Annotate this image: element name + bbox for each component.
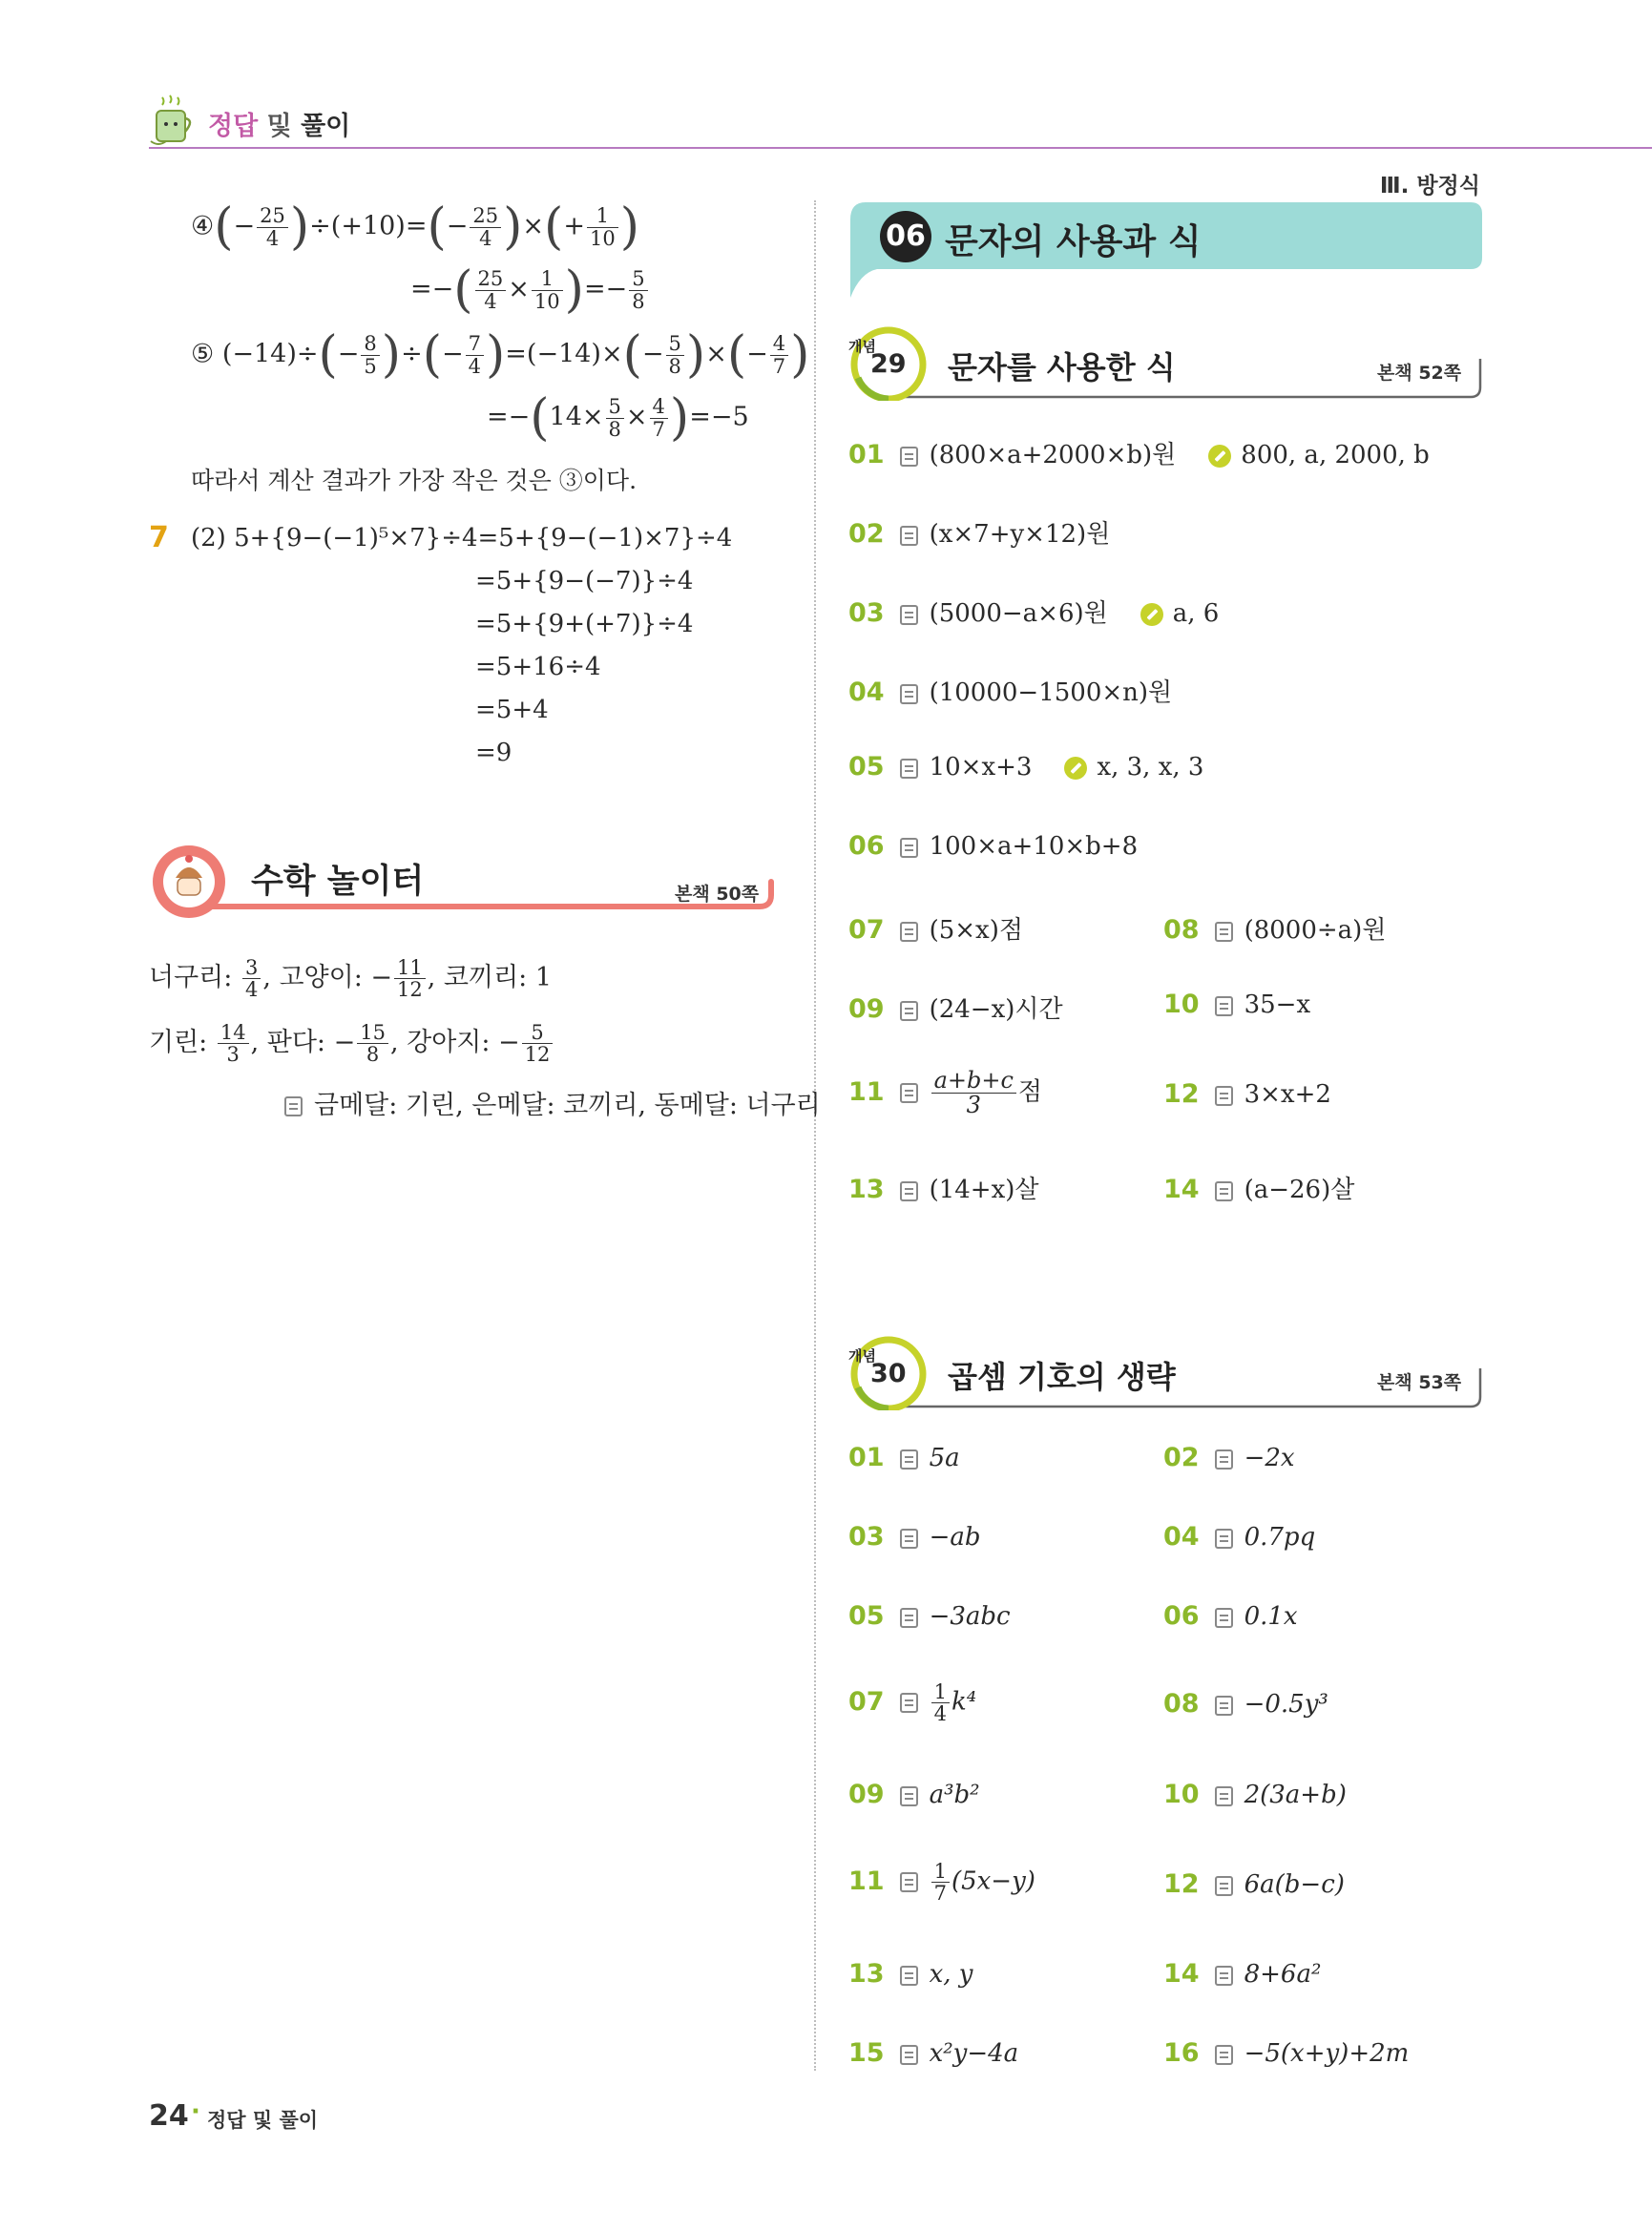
frac-den: 3 bbox=[966, 1092, 981, 1119]
item-answer: (800×a+2000×b)원 bbox=[929, 441, 1177, 469]
c29-item-08 bbox=[1163, 910, 1386, 946]
answer-icon bbox=[900, 1693, 918, 1713]
item-number: 05 bbox=[848, 752, 885, 782]
item-answer: −ab bbox=[929, 1523, 981, 1552]
item-number: 13 bbox=[848, 1175, 885, 1204]
cup-mascot-icon bbox=[149, 94, 199, 149]
answer-icon bbox=[1215, 1786, 1233, 1806]
frac-den: 4 bbox=[265, 226, 280, 250]
frac-num: 3 bbox=[242, 957, 261, 979]
footer-title: 정답 및 풀이 bbox=[207, 2109, 319, 2132]
frac-num: 7 bbox=[466, 333, 484, 355]
problem-7-number: 7 bbox=[149, 521, 169, 554]
frac-den: 8 bbox=[366, 1043, 380, 1066]
frac-num: 8 bbox=[361, 333, 379, 355]
c30-item-06 bbox=[1163, 1601, 1298, 1631]
answer-icon bbox=[1215, 1449, 1233, 1470]
header-title-part3: 풀이 bbox=[301, 112, 351, 141]
frac-num: 1 bbox=[532, 268, 563, 290]
p7-line-4: =5+16÷4 bbox=[475, 653, 601, 681]
c29-item-03 bbox=[848, 594, 1219, 629]
header-title-part2: 및 bbox=[266, 112, 292, 141]
item-number: 08 bbox=[1163, 1689, 1200, 1719]
frac-den: 12 bbox=[397, 978, 423, 1001]
concept-30-tag: 개념 bbox=[848, 1347, 876, 1365]
item-number: 11 bbox=[848, 1866, 885, 1896]
frac-den: 10 bbox=[533, 289, 560, 313]
answer-icon bbox=[900, 605, 918, 625]
answer-icon bbox=[900, 1001, 918, 1021]
answer-icon bbox=[1215, 2045, 1233, 2065]
item-number: 05 bbox=[848, 1601, 885, 1631]
c30-item-03 bbox=[848, 1522, 981, 1552]
answer-icon bbox=[1215, 1696, 1233, 1716]
concept-29-tag: 개념 bbox=[848, 338, 876, 355]
item-number: 08 bbox=[1163, 915, 1200, 945]
unit-number: 06 bbox=[886, 219, 926, 253]
frac-num: 5 bbox=[606, 396, 624, 418]
item-number: 14 bbox=[1163, 1959, 1200, 1989]
item-answer: 0.7pq bbox=[1244, 1523, 1316, 1552]
c30-item-04 bbox=[1163, 1522, 1315, 1552]
item-answer: 5a bbox=[929, 1444, 960, 1472]
frac-num: 25 bbox=[470, 205, 501, 227]
frac-den: 8 bbox=[632, 289, 645, 313]
c29-item-01 bbox=[848, 435, 1430, 470]
unit-title: 문자의 사용과 식 bbox=[945, 222, 1202, 261]
p7-line-2: =5+{9−(−7)}÷4 bbox=[475, 567, 694, 595]
step5-term: (−14)÷ bbox=[221, 339, 319, 369]
step5-line1: ⑤ (−14)÷(− $\frac{8}{5}$ )÷(− $\frac{7}{4}$ )=(−14)×(− $\frac{5}{8}$ )×(− $\frac{4}{7}$ ) bbox=[191, 326, 810, 384]
answer-icon bbox=[900, 447, 918, 467]
item-unit: 점 bbox=[1017, 1077, 1043, 1107]
concept-30-number: 30 bbox=[870, 1359, 907, 1388]
puppy-label: , 강아지: − bbox=[389, 1028, 520, 1057]
frac-den: 4 bbox=[244, 978, 259, 1001]
item-answer: (5x−y) bbox=[951, 1866, 1035, 1896]
c29-item-06 bbox=[848, 831, 1138, 861]
item-answer: k⁴ bbox=[951, 1687, 977, 1717]
step5-line2: =−(14× $\frac{5}{8}$ × $\frac{4}{7}$ )=−5 bbox=[487, 389, 749, 447]
frac-den: 7 bbox=[933, 1882, 947, 1906]
item-number: 03 bbox=[848, 598, 885, 628]
conclusion-text: 따라서 계산 결과가 가장 작은 것은 ③이다. bbox=[191, 467, 638, 494]
item-answer: x²y−4a bbox=[929, 2039, 1019, 2068]
c30-item-07 bbox=[848, 1681, 976, 1724]
frac-num: a+b+c bbox=[931, 1069, 1016, 1094]
item-number: 03 bbox=[848, 1522, 885, 1552]
frac-num: 15 bbox=[357, 1022, 388, 1044]
concept-29-number: 29 bbox=[870, 349, 907, 379]
item-answer: 6a(b−c) bbox=[1244, 1870, 1345, 1899]
item-answer: a³b² bbox=[929, 1781, 980, 1809]
frac-num: 1 bbox=[587, 205, 618, 227]
item-number: 13 bbox=[848, 1959, 885, 1989]
frac-den: 10 bbox=[589, 226, 616, 250]
c30-item-15 bbox=[848, 2038, 1018, 2068]
item-answer: 0.1x bbox=[1244, 1602, 1298, 1631]
p7-line-3: =5+{9+(+7)}÷4 bbox=[475, 610, 694, 638]
answer-icon bbox=[900, 1872, 918, 1892]
answer-icon bbox=[1215, 922, 1233, 942]
frac-num: 11 bbox=[394, 957, 426, 979]
animal-line-1 bbox=[149, 956, 552, 1000]
pencil-hint-icon bbox=[1064, 757, 1087, 780]
answer-icon bbox=[1215, 1608, 1233, 1628]
item-number: 02 bbox=[848, 519, 885, 549]
frac-num: 4 bbox=[650, 396, 668, 418]
frac-num: 25 bbox=[257, 205, 288, 227]
frac-den: 8 bbox=[608, 417, 621, 441]
animal-line-2 bbox=[149, 1021, 554, 1065]
frac-den: 4 bbox=[479, 226, 492, 250]
panda-label: , 판다: − bbox=[250, 1028, 356, 1057]
item-answer: (8000÷a)원 bbox=[1244, 916, 1387, 945]
item-number: 07 bbox=[848, 915, 885, 945]
step5-term: =(−14)× bbox=[505, 339, 623, 369]
item-answer: 100×a+10×b+8 bbox=[929, 832, 1139, 861]
item-answer: (10000−1500×n)원 bbox=[929, 678, 1173, 707]
item-hint: x, 3, x, 3 bbox=[1097, 753, 1204, 782]
concept-29-ref: 본책 52쪽 bbox=[1377, 363, 1462, 384]
item-number: 10 bbox=[1163, 1780, 1200, 1809]
c29-item-09 bbox=[848, 990, 1063, 1025]
item-number: 12 bbox=[1163, 1079, 1200, 1109]
step4-op: ÷(+10)= bbox=[309, 211, 428, 241]
frac-den: 4 bbox=[468, 354, 481, 378]
frac-num: 25 bbox=[475, 268, 507, 290]
item-answer: 2(3a+b) bbox=[1244, 1781, 1347, 1809]
item-number: 15 bbox=[848, 2038, 885, 2068]
item-number: 12 bbox=[1163, 1869, 1200, 1899]
pencil-hint-icon bbox=[1208, 445, 1231, 468]
pencil-hint-icon bbox=[1140, 603, 1163, 626]
item-number: 01 bbox=[848, 1443, 885, 1472]
frac-num: 1 bbox=[931, 1861, 950, 1883]
answer-icon bbox=[900, 922, 918, 942]
c30-item-02 bbox=[1163, 1443, 1295, 1472]
frac-den: 3 bbox=[226, 1043, 240, 1066]
medal-text: 금메달: 기린, 은메달: 코끼리, 동메달: 너구리 bbox=[314, 1091, 821, 1120]
item-answer: 3×x+2 bbox=[1244, 1080, 1331, 1109]
p7-line-5: =5+4 bbox=[475, 696, 549, 724]
c30-item-13 bbox=[848, 1959, 972, 1989]
answer-icon bbox=[900, 1083, 918, 1103]
frac-num: 5 bbox=[522, 1022, 554, 1044]
item-hint: a, 6 bbox=[1172, 599, 1220, 628]
concept-29-title: 문자를 사용한 식 bbox=[948, 349, 1176, 386]
frac-den: 7 bbox=[652, 417, 665, 441]
step4-label: ④ bbox=[191, 211, 215, 241]
answer-icon bbox=[900, 1181, 918, 1201]
answer-icon bbox=[900, 684, 918, 704]
frac-num: 5 bbox=[629, 268, 647, 290]
answer-icon bbox=[900, 759, 918, 779]
answer-icon bbox=[900, 1529, 918, 1549]
c29-item-04 bbox=[848, 673, 1172, 708]
concept-30-title: 곱셈 기호의 생략 bbox=[948, 1359, 1176, 1395]
item-number: 06 bbox=[1163, 1601, 1200, 1631]
answer-icon bbox=[900, 1786, 918, 1806]
concept-30-ref: 본책 53쪽 bbox=[1377, 1372, 1462, 1393]
c30-item-12 bbox=[1163, 1869, 1345, 1899]
c29-item-11 bbox=[848, 1069, 1042, 1117]
answer-icon bbox=[1215, 1086, 1233, 1106]
c30-item-10 bbox=[1163, 1780, 1347, 1809]
c29-item-13 bbox=[848, 1170, 1039, 1205]
c30-item-09 bbox=[848, 1780, 980, 1809]
step5-result: =−5 bbox=[689, 402, 749, 432]
item-number: 06 bbox=[848, 831, 885, 861]
answer-icon bbox=[900, 2045, 918, 2065]
item-hint: 800, a, 2000, b bbox=[1241, 441, 1430, 469]
answer-icon bbox=[900, 1608, 918, 1628]
answer-icon bbox=[1215, 1966, 1233, 1986]
frac-num: 1 bbox=[931, 1681, 950, 1703]
frac-den: 12 bbox=[524, 1043, 551, 1066]
answer-icon bbox=[1215, 1181, 1233, 1201]
item-answer: 10×x+3 bbox=[929, 753, 1033, 782]
frac-den: 4 bbox=[933, 1702, 947, 1726]
item-number: 02 bbox=[1163, 1443, 1200, 1472]
c30-item-08 bbox=[1163, 1689, 1328, 1719]
item-answer: (14+x)살 bbox=[929, 1176, 1039, 1204]
item-number: 16 bbox=[1163, 2038, 1200, 2068]
answer-icon bbox=[1215, 996, 1233, 1016]
p7-line-1: (2) 5+{9−(−1)⁵×7}÷4=5+{9−(−1)×7}÷4 bbox=[191, 524, 733, 553]
frac-den: 4 bbox=[484, 289, 497, 313]
item-answer: (a−26)살 bbox=[1244, 1176, 1355, 1204]
item-number: 01 bbox=[848, 440, 885, 469]
step5-term: 14× bbox=[549, 402, 604, 432]
c30-item-14 bbox=[1163, 1959, 1321, 1989]
item-answer: 35−x bbox=[1244, 990, 1311, 1019]
item-number: 04 bbox=[1163, 1522, 1200, 1552]
item-answer: −2x bbox=[1244, 1444, 1295, 1472]
c30-item-11 bbox=[848, 1861, 1035, 1904]
item-answer: −5(x+y)+2m bbox=[1244, 2039, 1410, 2068]
answer-icon bbox=[1215, 1876, 1233, 1896]
c29-item-07 bbox=[848, 910, 1023, 946]
elephant-label: , 코끼리: 1 bbox=[427, 963, 553, 992]
p7-line-6: =9 bbox=[475, 739, 512, 767]
item-answer: −3abc bbox=[929, 1602, 1011, 1631]
item-answer: 8+6a² bbox=[1244, 1960, 1322, 1989]
answer-icon bbox=[1215, 1529, 1233, 1549]
frac-num: 4 bbox=[770, 333, 788, 355]
frac-num: 14 bbox=[218, 1022, 249, 1044]
c30-item-01 bbox=[848, 1443, 960, 1472]
item-answer: −0.5y³ bbox=[1244, 1690, 1328, 1719]
item-number: 14 bbox=[1163, 1175, 1200, 1204]
step5-label: ⑤ bbox=[191, 339, 215, 369]
answer-icon bbox=[900, 1966, 918, 1986]
item-answer: (5000−a×6)원 bbox=[929, 599, 1108, 628]
answer-icon bbox=[900, 526, 918, 546]
play-page-ref: 본책 50쪽 bbox=[675, 884, 760, 905]
answer-icon bbox=[900, 838, 918, 858]
column-divider bbox=[814, 200, 816, 2071]
answer-icon bbox=[284, 1096, 303, 1116]
raccoon-label: 너구리: bbox=[149, 963, 233, 992]
c29-item-10 bbox=[1163, 990, 1310, 1019]
play-title: 수학 놀이터 bbox=[251, 863, 425, 901]
answer-icon bbox=[900, 1449, 918, 1470]
header-title-part1: 정답 bbox=[208, 112, 259, 141]
giraffe-label: 기린: bbox=[149, 1028, 208, 1057]
step4-line1: ④(− $\frac{25}{4}$ )÷(+10)=(− $\frac{25}{4}$ )×(+ $\frac{1}{10}$ ) bbox=[191, 198, 639, 256]
c29-item-05 bbox=[848, 752, 1203, 782]
frac-den: 8 bbox=[668, 354, 681, 378]
c30-item-05 bbox=[848, 1601, 1011, 1631]
item-answer: (5×x)점 bbox=[929, 916, 1023, 945]
item-number: 11 bbox=[848, 1076, 885, 1107]
item-number: 10 bbox=[1163, 990, 1200, 1019]
item-answer: (x×7+y×12)원 bbox=[929, 520, 1111, 549]
item-answer: x, y bbox=[929, 1960, 973, 1989]
item-number: 09 bbox=[848, 994, 885, 1024]
item-answer: (24−x)시간 bbox=[929, 995, 1063, 1024]
item-number: 04 bbox=[848, 678, 885, 707]
header-divider bbox=[149, 147, 1652, 149]
frac-den: 5 bbox=[364, 354, 377, 378]
c30-item-16 bbox=[1163, 2038, 1409, 2068]
cat-label: , 고양이: − bbox=[262, 963, 393, 992]
c29-item-14 bbox=[1163, 1170, 1354, 1205]
item-number: 09 bbox=[848, 1780, 885, 1809]
page-number: 24 bbox=[149, 2099, 189, 2133]
c29-item-02 bbox=[848, 514, 1110, 550]
step4-line2: =−( $\frac{25}{4}$ × $\frac{1}{10}$ )=− $\frac{5}{8}$ bbox=[410, 265, 650, 315]
frac-den: 7 bbox=[772, 354, 786, 378]
frac-num: 5 bbox=[666, 333, 684, 355]
c29-item-12 bbox=[1163, 1079, 1331, 1109]
page-header-title bbox=[208, 105, 350, 142]
item-number: 07 bbox=[848, 1686, 885, 1717]
medal-answer bbox=[284, 1084, 821, 1121]
chapter-label: Ⅲ. 방정식 bbox=[1379, 174, 1480, 198]
footer-separator-dot: · bbox=[191, 2097, 200, 2126]
